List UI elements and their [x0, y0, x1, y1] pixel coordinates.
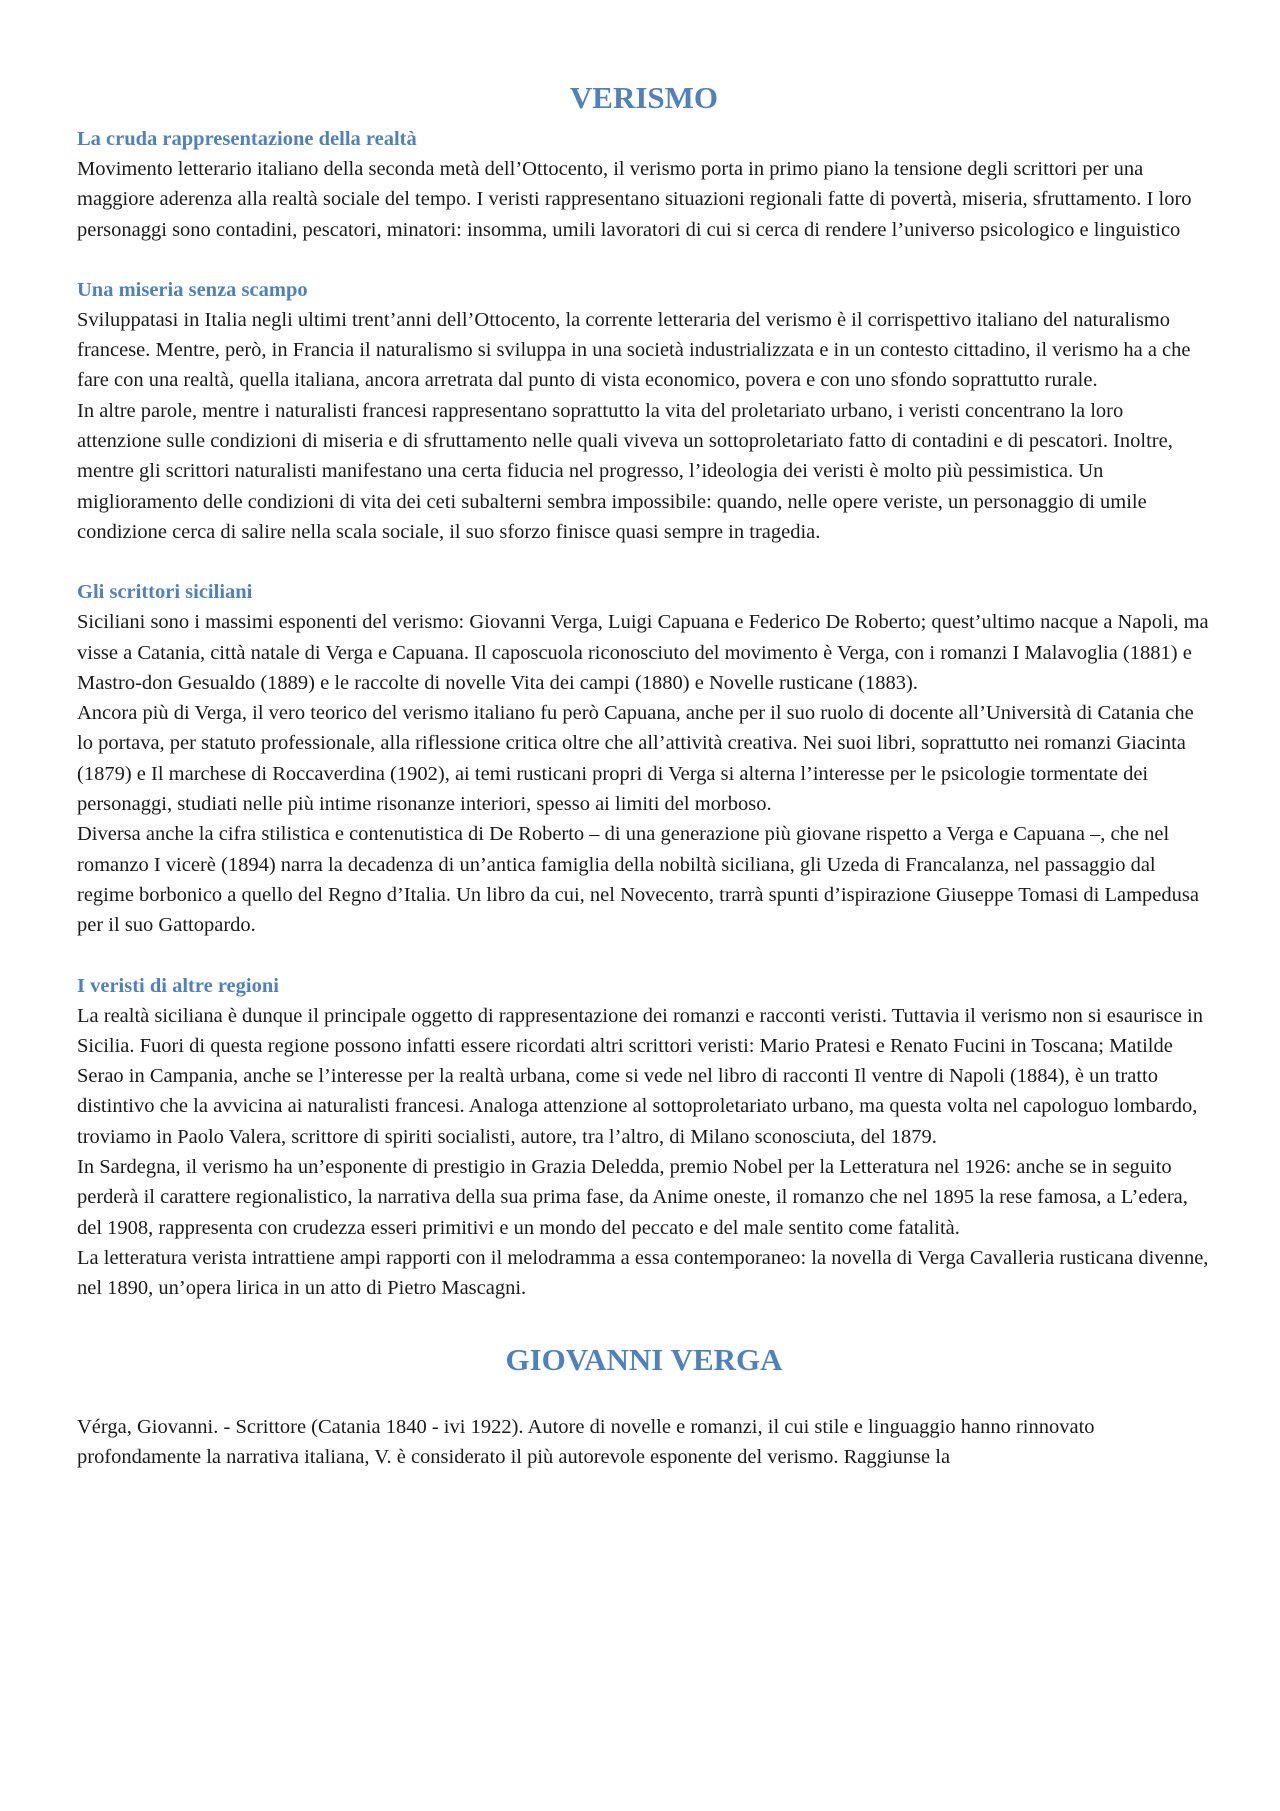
section-heading: I veristi di altre regioni	[77, 974, 279, 997]
section-heading: Gli scrittori siciliani	[77, 581, 253, 604]
paragraph: La realtà siciliana è dunque il principale oggetto di rappresentazione dei romanzi e racconti veristi. Tuttavia il verismo non si esaurisce in Sicilia. Fuori di questa regione possono infatti essere ricordati altri scrittori veristi: Mario Pratesi e Renato Fucini in Toscana; Matilde Serao in Campania, anche se l’interesse per la realtà urbana, come si vede nel libro di racconti Il ventre di Napoli (1884), è un tratto distintivo che la avvicina ai naturalisti francesi. Analoga attenzione al sottoproletariato urbano, ma questa volta nel capologuo lombardo, troviamo in Paolo Valera, scrittore di spiriti socialisti, autore, tra l’altro, di Milano sconosciuta, del 1879.	[77, 1004, 1203, 1148]
section-heading: Una miseria senza scampo	[77, 278, 308, 301]
document-page	[77, 72, 1211, 1472]
section-miseria-senza-scampo	[77, 275, 1211, 547]
section-heading: La cruda rappresentazione della realtà	[77, 128, 417, 150]
paragraph: Ancora più di Verga, il vero teorico del verismo italiano fu però Capuana, anche per il suo ruolo di docente all’Università di Catania che lo portava, per statuto professionale, alla riflessione critica oltre che all’attività creativa. Nei suoi libri, soprattutto nei romanzi Giacinta (1879) e Il marchese di Roccaverdina (1902), ai temi rusticani propri di Verga si alterna l’interesse per le psicologie tormentate dei personaggi, studiati nelle più intime risonanze interiori, spesso ai limiti del morboso.	[77, 702, 1194, 816]
paragraph: La letteratura verista intrattiene ampi rapporti con il melodramma a essa contemporaneo: la novella di Verga Cavalleria rusticana divenne, nel 1890, un’opera lirica in un atto di Pietro Mascagni.	[77, 1246, 1209, 1300]
verga-intro-paragraph: Vérga, Giovanni. - Scrittore (Catania 1840 - ivi 1922). Autore di novelle e romanzi, il cui stile e linguaggio hanno rinnovato profondamente la narrativa italiana, V. è considerato il più autorevole esponente del verismo. Raggiunse la	[77, 1415, 1095, 1468]
second-page-title: GIOVANNI VERGA	[505, 1341, 783, 1377]
paragraph: Movimento letterario italiano della seconda metà dell’Ottocento, il verismo porta in primo piano la tensione degli scrittori per una maggiore aderenza alla realtà sociale del tempo. I veristi rappresentano situazioni regionali fatte di povertà, miseria, sfruttamento. I loro personaggi sono contadini, pescatori, minatori: insomma, umili lavoratori di cui si cerca di rendere l’universo psicologico e linguistico	[77, 158, 1192, 241]
page-title: VERISMO	[569, 80, 719, 115]
paragraph: Diversa anche la cifra stilistica e contenutistica di De Roberto – di una generazione più giovane rispetto a Verga e Capuana –, che nel romanzo I vicerè (1894) narra la decadenza di un’antica famiglia della nobiltà siciliana, gli Uzeda di Francalanza, nel passaggio dal regime borbonico a quello del Regno d’Italia. Un libro da cui, nel Novecento, trarrà spunti d’ispirazione Giuseppe Tomasi di Lampedusa per il suo Gattopardo.	[77, 823, 1199, 937]
section-scrittori-siciliani	[77, 577, 1211, 940]
paragraph: Sviluppatasi in Italia negli ultimi trent’anni dell’Ottocento, la corrente letteraria del verismo è il corrispettivo italiano del naturalismo francese. Mentre, però, in Francia il naturalismo si sviluppa in una società industrializzata e in un contesto cittadino, il verismo ha a che fare con una realtà, quella italiana, ancora arretrata dal punto di vista economico, povera e con uno sfondo soprattutto rurale.	[77, 308, 1191, 392]
section-cruda-rappresentazione	[77, 124, 1211, 245]
section-veristi-altre-regioni	[77, 971, 1211, 1304]
paragraph: In altre parole, mentre i naturalisti francesi rappresentano soprattutto la vita del proletariato urbano, i veristi concentrano la loro attenzione sulle condizioni di miseria e di sfruttamento nelle quali viveva un sottoproletariato fatto di contadini e di pescatori. Inoltre, mentre gli scrittori naturalisti manifestano una certa fiducia nel progresso, l’ideologia dei veristi è molto più pessimistica. Un miglioramento delle condizioni di vita dei ceti subalterni sembra impossibile: quando, nelle opere veriste, un personaggio di umile condizione cerca di salire nella scala sociale, il suo sforzo finisce quasi sempre in tragedia.	[77, 399, 1173, 543]
paragraph: In Sardegna, il verismo ha un’esponente di prestigio in Grazia Deledda, premio Nobel per la Letteratura nel 1926: anche se in seguito perderà il carattere regionalistico, la narrativa della sua prima fase, da Anime oneste, il romanzo che nel 1895 la rese famosa, a L’edera, del 1908, rappresenta con crudezza esseri primitivi e un mondo del peccato e del male sentito come fatalità.	[77, 1156, 1188, 1239]
paragraph: Siciliani sono i massimi esponenti del verismo: Giovanni Verga, Luigi Capuana e Federico De Roberto; quest’ultimo nacque a Napoli, ma visse a Catania, città natale di Verga e Capuana. Il caposcuola riconosciuto del movimento è Verga, con i romanzi I Malavoglia (1881) e Mastro-don Gesualdo (1889) e le raccolte di novelle Vita dei campi (1880) e Novelle rusticane (1883).	[77, 611, 1209, 694]
